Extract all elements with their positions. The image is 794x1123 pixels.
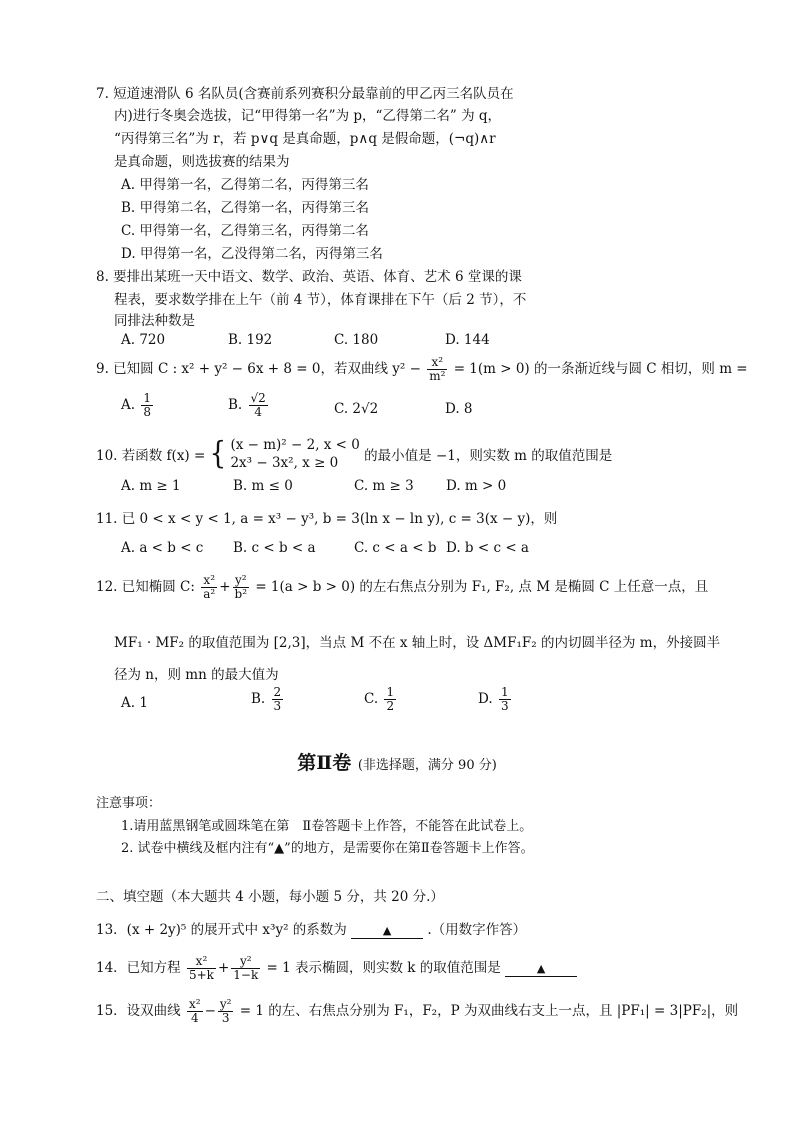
q10-option-d: D. m > 0 <box>446 478 507 494</box>
q10-cases <box>230 436 359 472</box>
q9-option-b-fraction <box>249 392 268 419</box>
q14-stem-post: = 1 表示椭圆，则实数 k 的取值范围是 <box>266 960 501 976</box>
q8-line-2: 程表，要求数学排在上午（前 4 节），体育课排在下午（后 2 节），不 <box>114 292 527 308</box>
q12-frac-x-num: x² <box>201 574 217 588</box>
q12-option-a: A. 1 <box>121 695 148 711</box>
q13-answer-mark: ▲ <box>382 924 392 937</box>
q12-line-3: 径为 n，则 mn 的最大值为 <box>114 667 279 683</box>
q10-option-b: B. m ≤ 0 <box>233 478 293 494</box>
q10-case-2: 2x³ − 3x², x ≥ 0 <box>230 455 339 471</box>
q9-option-d: D. 8 <box>445 401 473 417</box>
q10-stem-post: 的最小值是 −1，则实数 m 的取值范围是 <box>364 448 613 464</box>
q12-option-c <box>364 686 398 713</box>
q13-stem-post: .（用数字作答） <box>427 922 527 938</box>
q11-option-c: C. c < a < b <box>354 540 437 556</box>
q15-fraction-y <box>218 998 234 1025</box>
q8-option-a: A. 720 <box>121 332 166 348</box>
q14-frac-x-den: 5+k <box>188 968 214 982</box>
q10-case-1: (x − m)² − 2, x < 0 <box>230 437 360 453</box>
q12-fraction-x <box>201 574 217 601</box>
q12-option-b-den: 3 <box>273 699 282 713</box>
q7-line-3: “丙得第三名”为 r，若 p∨q 是真命题，p∧q 是假命题，(¬q)∧r <box>114 131 496 147</box>
section-title <box>0 748 794 775</box>
q7-line-1: 7. 短道速滑队 6 名队员(含赛前系列赛积分最靠前的甲乙丙三名队员在 <box>96 86 514 102</box>
q9-option-a-fraction <box>141 392 153 419</box>
q11-stem: 11. 已 0 < x < y < 1, a = x³ − y³, b = 3(ln x − ln y), c = 3(x − y)，则 <box>96 511 558 527</box>
q12-option-d-num: 1 <box>500 685 509 699</box>
q12-option-d-fraction <box>499 686 511 713</box>
q13-stem <box>96 918 526 939</box>
q15-frac-x-den: 4 <box>190 1011 199 1025</box>
q11-option-b: B. c < b < a <box>233 540 316 556</box>
q12-fraction-y <box>233 574 250 601</box>
q15-frac-y-num: y² <box>219 997 232 1011</box>
q9-option-a-num: 1 <box>143 391 151 405</box>
q10-option-a: A. m ≥ 1 <box>121 478 181 494</box>
q14-frac-y-den: 1−k <box>233 968 259 982</box>
q15-stem: 15．设双曲线 $\frac{\text{x²}}{4}$ − $\frac{\text{y²}}{3}$ = 1 的左、右焦点分别为 F₁，F₂，P 为双曲线右支上一点，且 |PF₁| = 3|PF₂|，则 <box>96 997 739 1025</box>
q10-option-c: C. m ≥ 3 <box>354 478 414 494</box>
q9-option-b <box>228 392 270 419</box>
q9-option-b-label: B. <box>228 397 243 413</box>
q13-stem-pre: 13．(x + 2y)⁵ 的展开式中 x³y² 的系数为 <box>96 922 347 938</box>
q13-answer-blank <box>351 922 423 939</box>
q14-stem-pre: 14．已知方程 <box>96 960 181 976</box>
q9-frac-num: x² <box>427 356 447 370</box>
q12-frac-y-num: y² <box>233 574 250 588</box>
notes-heading: 注意事项： <box>96 796 162 811</box>
q12-option-d-label: D. <box>478 691 493 707</box>
q12-option-c-label: C. <box>364 691 379 707</box>
q8-option-c: C. 180 <box>334 332 379 348</box>
q12-stem-post: = 1(a > b > 0) 的左右焦点分别为 F₁, F₂, 点 M 是椭圆 C 上任意一点，且 <box>255 579 709 595</box>
q9-fraction <box>427 356 447 383</box>
q10-stem-pre: 10. 若函数 f(x) = <box>96 448 206 464</box>
q9-option-b-num: √2 <box>250 391 266 405</box>
q9-stem-pre: 9. 已知圆 C : x² + y² − 6x + 8 = 0，若双曲线 y² − <box>96 361 421 377</box>
q9-option-a <box>121 392 155 419</box>
q9-stem <box>96 356 748 383</box>
q8-option-d: D. 144 <box>445 332 490 348</box>
q9-option-c: C. 2√2 <box>334 401 379 417</box>
q14-answer-blank <box>505 960 577 977</box>
q14-frac-x-num: x² <box>187 955 216 969</box>
q14-frac-y-num: y² <box>231 955 260 969</box>
q12-option-c-num: 1 <box>386 685 395 699</box>
q14-answer-mark: ▲ <box>536 962 546 975</box>
q7-option-d: D. 甲得第一名，乙没得第二名，丙得第三名 <box>121 246 383 262</box>
q15-stem-pre: 15．设双曲线 <box>96 1003 181 1019</box>
q14-fraction-x <box>187 955 216 982</box>
q15-fraction-x <box>187 998 203 1025</box>
q9-option-a-den: 8 <box>143 405 151 419</box>
q12-frac-x-den: a² <box>203 587 216 601</box>
q15-frac-y-den: 3 <box>221 1011 230 1025</box>
part2-heading: 二、填空题（本大题共 4 小题，每小题 5 分，共 20 分.） <box>96 889 444 905</box>
notes-item-2: 2. 试卷中横线及框内注有“▲”的地方，是需要你在第Ⅱ卷答题卡上作答。 <box>121 841 534 856</box>
q15-frac-x-num: x² <box>188 997 201 1011</box>
q7-option-a: A. 甲得第一名，乙得第二名，丙得第三名 <box>121 177 369 193</box>
notes-item-1: 1.请用蓝黑钢笔或圆珠笔在第 Ⅱ卷答题卡上作答，不能答在此试卷上。 <box>121 819 533 834</box>
q12-stem-pre: 12. 已知椭圆 C: <box>96 579 195 595</box>
q12-option-b-fraction <box>272 686 284 713</box>
q7-option-c: C. 甲得第一名，乙得第三名，丙得第二名 <box>121 223 369 239</box>
section-title-sub: (非选择题，满分 90 分) <box>357 758 497 773</box>
q9-option-a-label: A. <box>121 397 136 413</box>
q7-line-4: 是真命题，则选拔赛的结果为 <box>114 154 290 170</box>
q12-stem: 12. 已知椭圆 C: $\frac{\text{x²}}{\text{a²}}$ + $\frac{\text{y²}}{\text{b²}}$ = 1(a > b > 0) 的左右焦点分别为 F₁, F₂, 点 M 是椭圆 C 上任意一点，且 <box>96 573 709 601</box>
q10-stem <box>96 436 612 472</box>
q8-option-b: B. 192 <box>228 332 273 348</box>
q11-option-d: D. b < c < a <box>446 540 529 556</box>
q7-option-b: B. 甲得第二名，乙得第一名，丙得第三名 <box>121 200 370 216</box>
q10-brace: { <box>209 436 227 472</box>
q12-option-d <box>478 686 513 713</box>
section-title-main: 第Ⅱ卷 <box>297 752 352 774</box>
q12-option-b-label: B. <box>251 691 266 707</box>
q12-option-c-fraction <box>384 686 396 713</box>
q7-line-2: 内)进行冬奥会选拔，记“甲得第一名”为 p，“乙得第二名” 为 q， <box>114 108 502 124</box>
q12-option-d-den: 3 <box>500 699 509 713</box>
q9-option-b-den: 4 <box>254 405 262 419</box>
q12-frac-y-den: b² <box>234 587 248 601</box>
q11-option-a: A. a < b < c <box>121 540 204 556</box>
q15-stem-post: = 1 的左、右焦点分别为 F₁，F₂，P 为双曲线右支上一点，且 |PF₁| = 3|PF₂|，则 <box>239 1003 739 1019</box>
q9-frac-den: m² <box>429 369 446 383</box>
q14-fraction-y <box>231 955 260 982</box>
q14-stem: 14．已知方程 $\frac{\text{x²}}{5+k}$ + $\frac{\text{y²}}{1-k}$ = 1 表示椭圆，则实数 k 的取值范围是 ▲ <box>96 955 577 982</box>
q12-option-b <box>251 686 285 713</box>
q8-line-3: 同排法种数是 <box>114 313 195 329</box>
q12-option-b-num: 2 <box>273 685 282 699</box>
q8-line-1: 8. 要排出某班一天中语文、数学、政治、英语、体育、艺术 6 堂课的课 <box>96 269 522 285</box>
q12-line-2: MF₁ · MF₂ 的取值范围为 [2,3]，当点 M 不在 x 轴上时，设 ΔMF₁F₂ 的内切圆半径为 m，外接圆半 <box>114 635 721 651</box>
q12-option-c-den: 2 <box>386 699 395 713</box>
q9-stem-post: = 1(m > 0) 的一条渐近线与圆 C 相切，则 m = <box>453 361 748 377</box>
